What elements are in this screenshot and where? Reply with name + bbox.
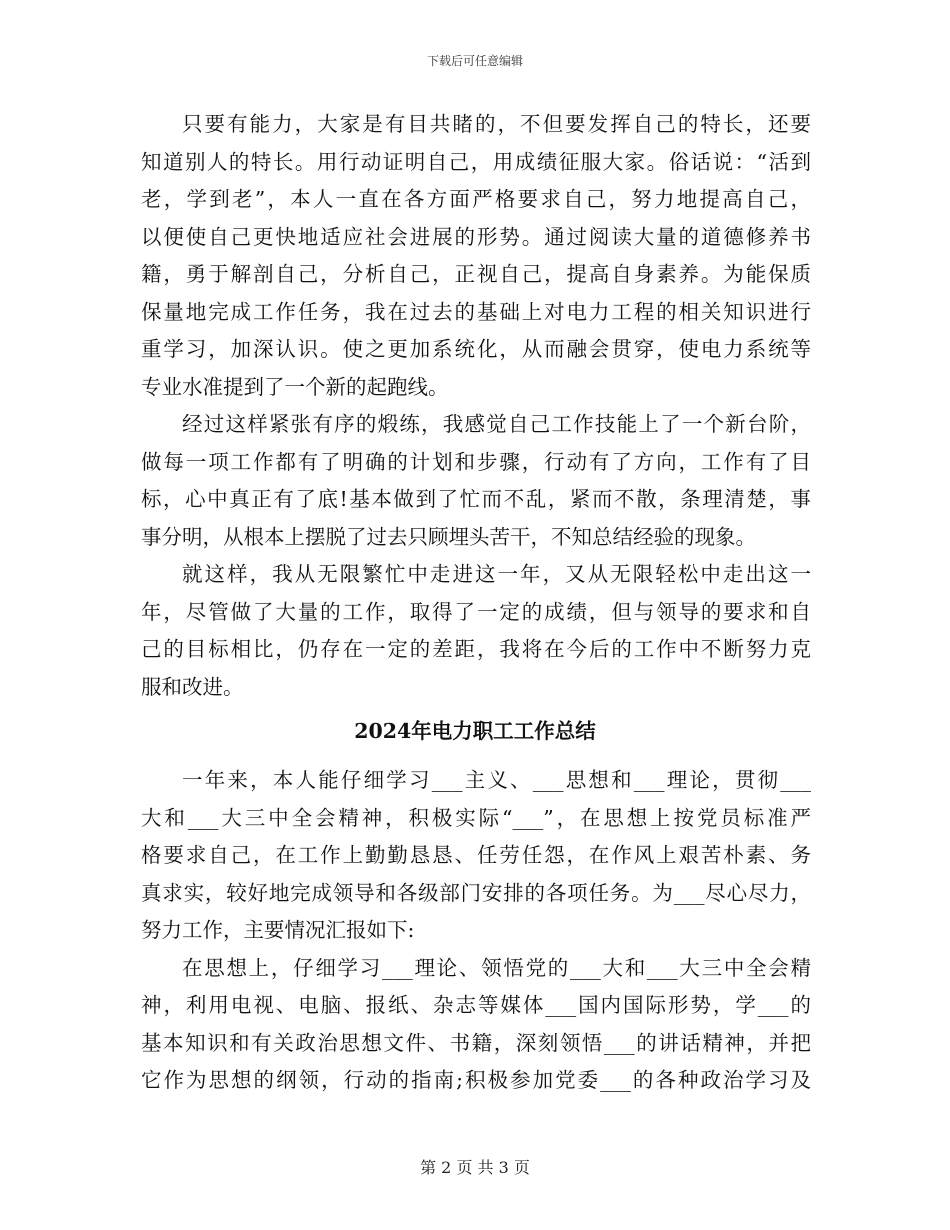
text-line: 老，学到老”，本人一直在各方面严格要求自己，努力地提高自己， <box>141 187 811 211</box>
document-title: 2024年电力职工工作总结 <box>354 719 596 743</box>
text-line: 年，尽管做了大量的工作，取得了一定的成绩，但与领导的要求和自 <box>141 599 811 624</box>
text-line: 真求实，较好地完成领导和各级部门安排的各项任务。为___尽心尽力， <box>141 880 811 905</box>
text-line: 一年来，本人能仔细学习___主义、___思想和___理论，贯彻___ <box>182 768 811 792</box>
text-line: 标，心中真正有了底!基本做到了忙而不乱，紧而不散，条理清楚，事 <box>141 487 811 511</box>
text-line: 保量地完成工作任务，我在过去的基础上对电力工程的相关知识进行 <box>141 299 811 324</box>
text-line: 籍，勇于解剖自己，分析自己，正视自己，提高自身素养。为能保质 <box>141 262 811 286</box>
text-line: 神，利用电视、电脑、报纸、杂志等媒体___国内国际形势，学___的 <box>141 993 811 1017</box>
page-number: 第 2 页 共 3 页 <box>420 1158 530 1177</box>
text-line: 就这样，我从无限繁忙中走进这一年，又从无限轻松中走出这一 <box>182 562 811 586</box>
summary-text-bottom <box>141 762 811 1100</box>
text-line: 经过这样紧张有序的煅练，我感觉自己工作技能上了一个新台阶， <box>182 412 811 436</box>
text-line: 格要求自己，在工作上勤勤恳恳、任劳任怨，在作风上艰苦朴素、务 <box>141 843 811 867</box>
text-line: 重学习，加深认识。使之更加系统化，从而融会贯穿，使电力系统等 <box>141 337 811 361</box>
text-line: 大和___大三中全会精神，积极实际“___”，在思想上按党员标准严 <box>141 805 811 830</box>
text-line: 做每一项工作都有了明确的计划和步骤，行动有了方向，工作有了目 <box>141 449 811 474</box>
text-line: 它作为思想的纲领，行动的指南;积极参加党委___的各种政治学习及 <box>141 1068 811 1092</box>
text-line: 专业水准提到了一个新的起跑线。 <box>141 374 449 399</box>
text-line: 己的目标相比，仍存在一定的差距，我将在今后的工作中不断努力克 <box>141 637 811 661</box>
summary-text-top <box>141 106 811 706</box>
text-line: 服和改进。 <box>141 674 244 699</box>
text-line: 只要有能力，大家是有目共睹的，不但要发挥自己的特长，还要 <box>182 112 811 136</box>
header-note: 下载后可任意编辑 <box>426 54 523 68</box>
text-line: 基本知识和有关政治思想文件、书籍，深刻领悟___的讲话精神，并把 <box>141 1030 811 1055</box>
text-line: 以便使自己更快地适应社会进展的形势。通过阅读大量的道德修养书 <box>141 224 811 249</box>
text-line: 努力工作，主要情况汇报如下: <box>141 918 415 942</box>
text-line: 在思想上，仔细学习___理论、领悟党的___大和___大三中全会精 <box>182 955 811 980</box>
text-line: 事分明，从根本上摆脱了过去只顾埋头苦干，不知总结经验的现象。 <box>141 524 756 549</box>
text-line: 知道别人的特长。用行动证明自己，用成绩征服大家。俗话说：“活到 <box>141 149 811 174</box>
